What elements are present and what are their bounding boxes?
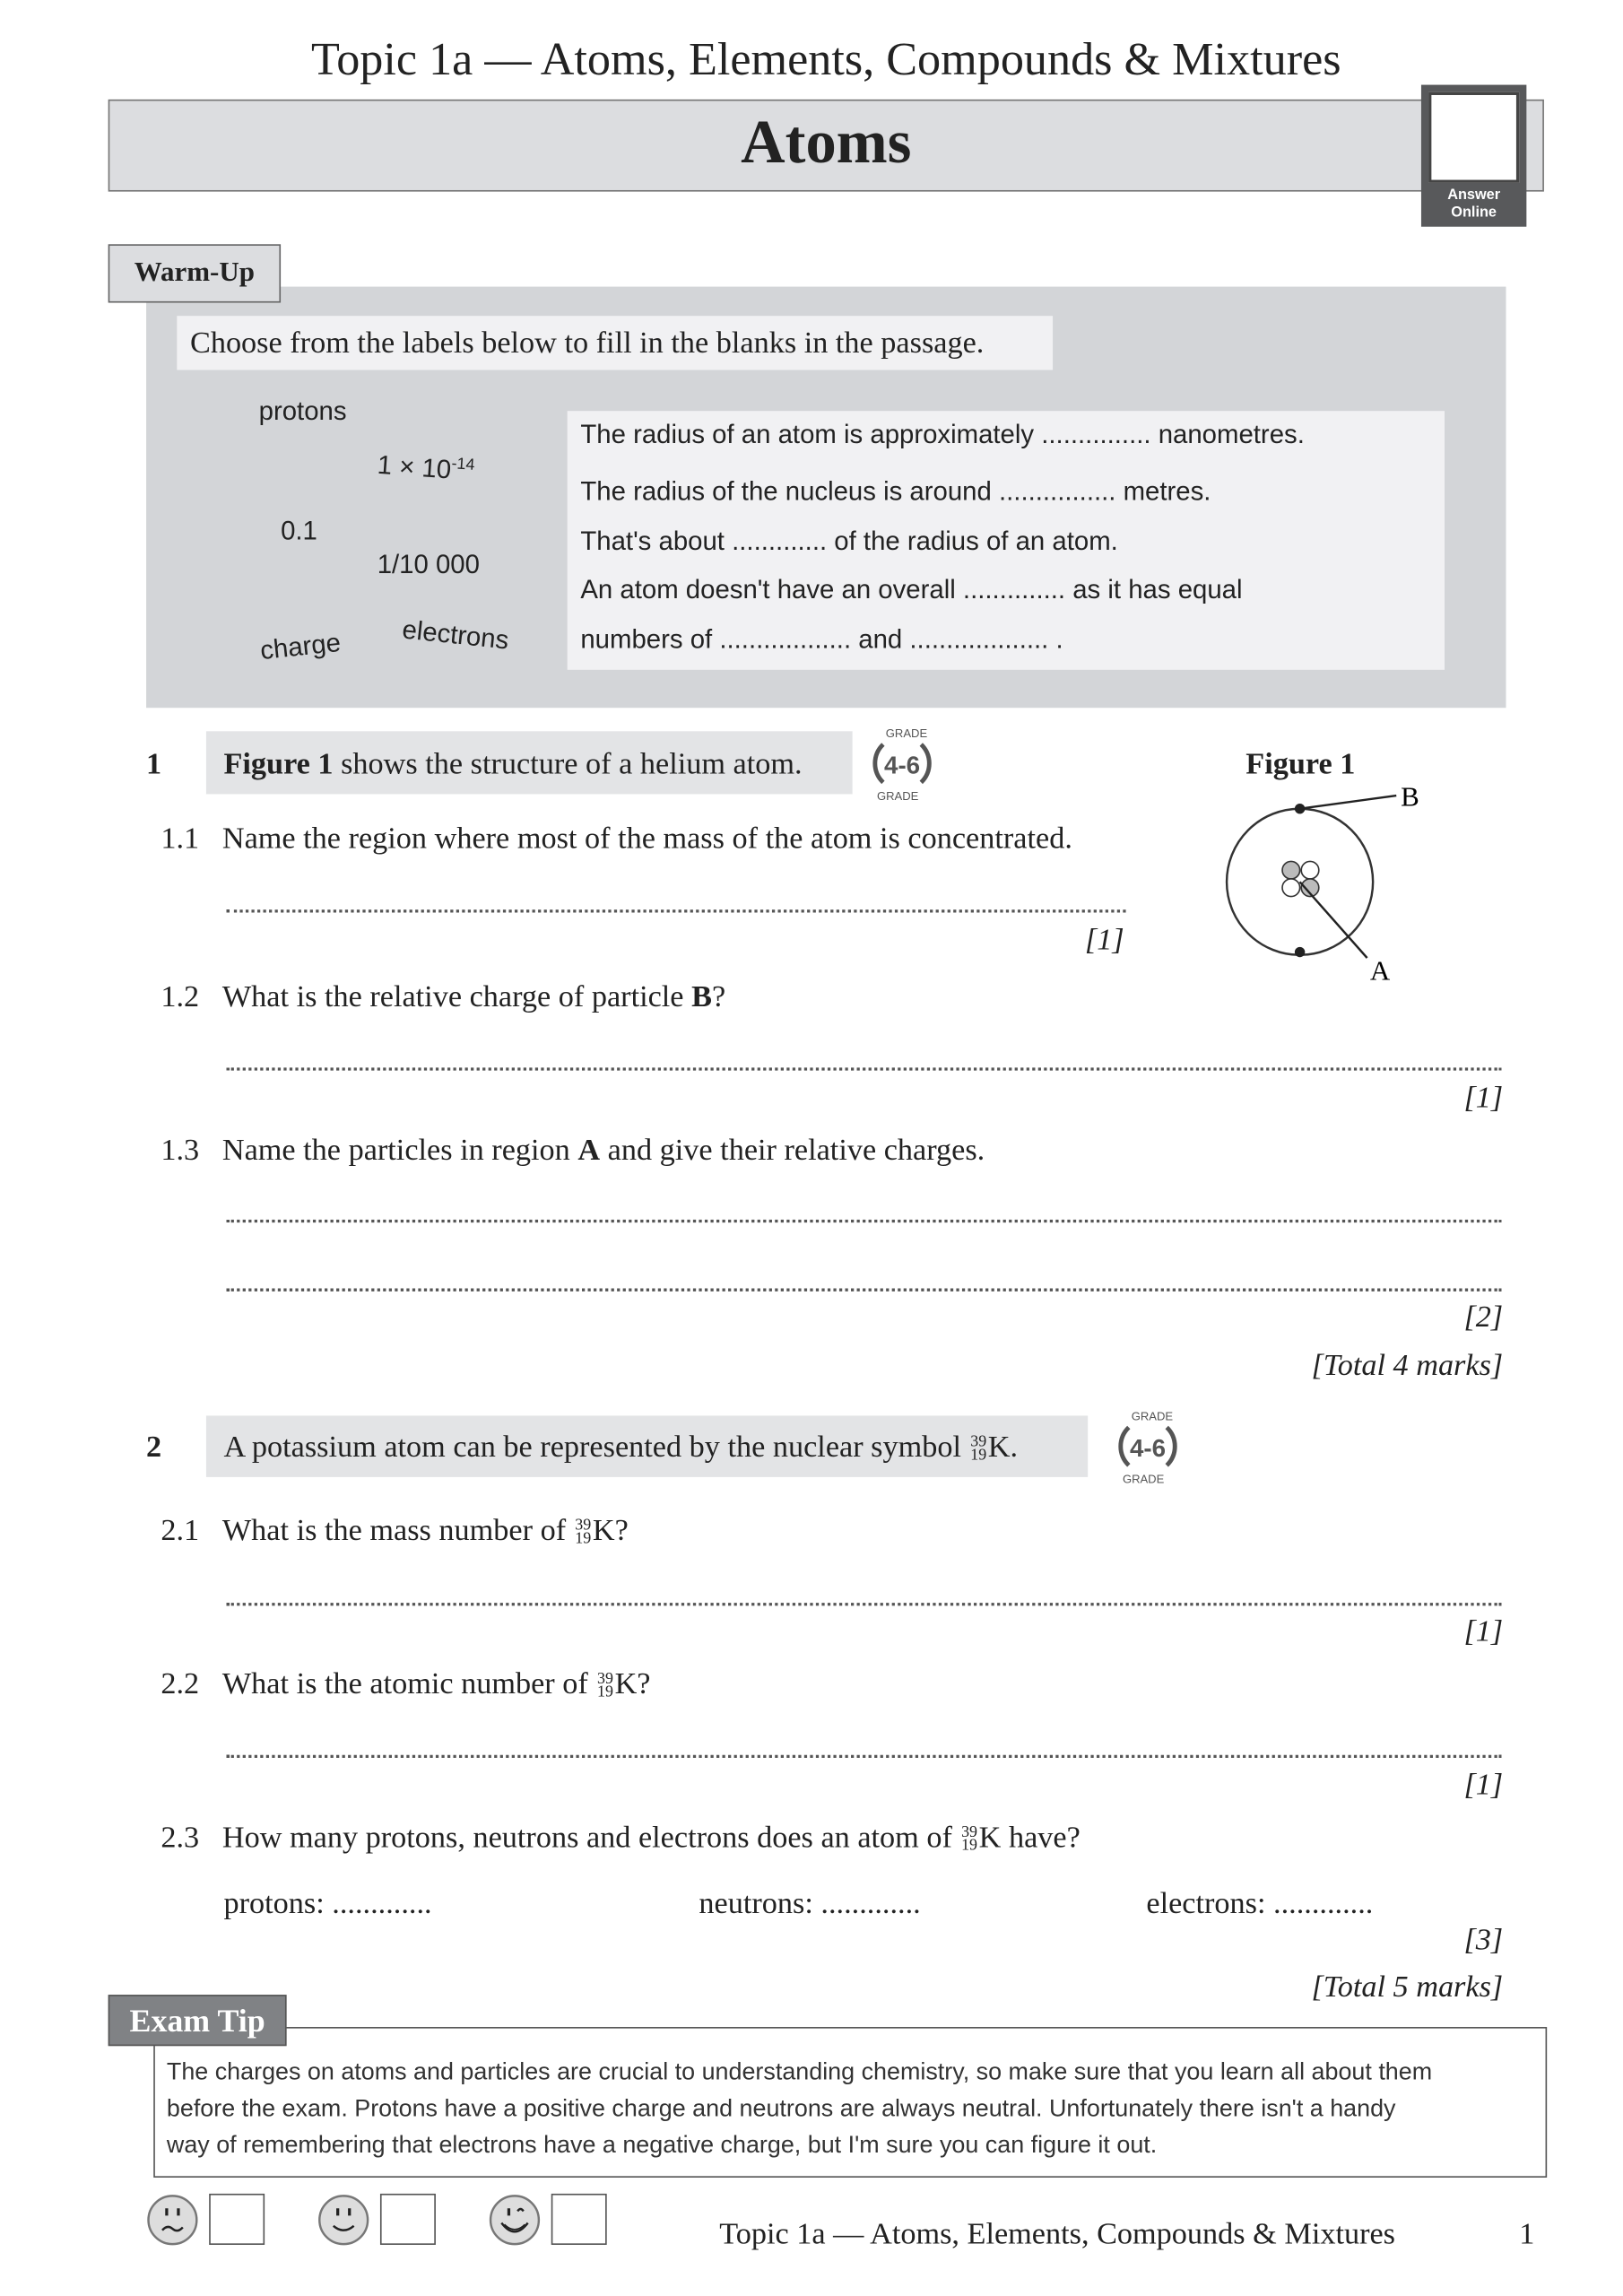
label-protons[interactable]: protons <box>258 396 347 426</box>
svg-text:4-6: 4-6 <box>1129 1434 1167 1463</box>
protons-answer[interactable]: protons: ............. <box>223 1884 432 1920</box>
marks-2-3: [3] <box>1463 1921 1504 1957</box>
question-1-number: 1 <box>146 745 162 781</box>
question-2-3: 2.3 How many protons, neutrons and electrons does an atom of 39 19 K have? <box>161 1819 1081 1855</box>
label-a: A <box>1369 954 1391 987</box>
question-1-intro: Figure 1 shows the structure of a helium atom. <box>223 745 803 781</box>
pointer-b <box>1300 796 1397 809</box>
answer-checkbox[interactable] <box>1428 92 1519 183</box>
marks-2-1: [1] <box>1463 1613 1504 1648</box>
question-2-intro: A potassium atom can be represented by the nuclear symbol 39 19 K. <box>223 1429 1019 1465</box>
question-2-1: 2.1 What is the mass number of 39 19 K? <box>161 1512 629 1548</box>
svg-text:4-6: 4-6 <box>884 751 921 779</box>
question-1-1: 1.1 Name the region where most of the mass of the atom is concentrated. <box>161 820 1072 856</box>
label-1-10000[interactable]: 1/10 000 <box>377 550 480 579</box>
passage-box <box>568 411 1445 670</box>
topic-header: Topic 1a — Atoms, Elements, Compounds & Mixtures <box>310 31 1341 85</box>
electron <box>1295 947 1305 957</box>
footer-topic: Topic 1a — Atoms, Elements, Compounds & Mixtures <box>719 2215 1396 2251</box>
passage-line: That's about ............. of the radius of an atom. <box>580 526 1118 556</box>
answer-label: Answer <box>1447 187 1501 204</box>
passage-line: numbers of .................. and ................... . <box>580 624 1063 654</box>
svg-text:GRADE: GRADE <box>1131 1409 1174 1423</box>
online-label: Online <box>1451 204 1497 222</box>
exam-tip-tab: Exam Tip <box>108 1995 287 2046</box>
question-1-3: 1.3 Name the particles in region A and give their relative charges. <box>161 1132 985 1168</box>
label-electrons[interactable]: electrons <box>401 614 510 656</box>
figure-1-title: Figure 1 <box>1245 745 1356 781</box>
passage-line: An atom doesn't have an overall .............. as it has equal <box>580 574 1243 604</box>
grade-badge-icon <box>863 724 942 803</box>
marks-1-2: [1] <box>1463 1079 1504 1115</box>
confidence-checkbox-low[interactable] <box>209 2194 265 2245</box>
answer-line-1-3b[interactable] <box>227 1289 1502 1292</box>
label-0-1[interactable]: 0.1 <box>281 516 317 546</box>
sad-face-icon[interactable] <box>146 2194 199 2247</box>
question-2-2: 2.2 What is the atomic number of 39 19 K? <box>161 1665 651 1701</box>
warmup-tab: Warm-Up <box>108 244 281 302</box>
answer-line-1-1[interactable] <box>227 909 1126 912</box>
label-b: B <box>1401 780 1419 813</box>
confidence-checkbox-high[interactable] <box>551 2194 607 2245</box>
answer-line-1-3a[interactable] <box>227 1220 1502 1222</box>
neutrons-answer[interactable]: neutrons: ............. <box>699 1884 921 1920</box>
helium-atom-diagram <box>1213 775 1433 995</box>
happy-face-icon[interactable] <box>489 2194 542 2247</box>
answer-line-2-2[interactable] <box>227 1755 1502 1758</box>
total-marks-q1: [Total 4 marks] <box>1311 1346 1504 1382</box>
marks-1-3: [2] <box>1463 1298 1504 1335</box>
page-title: Atoms <box>741 109 912 178</box>
passage-line: The radius of the nucleus is around ................ metres. <box>580 476 1211 507</box>
warmup-instruction: Choose from the labels below to fill in the blanks in the passage. <box>177 316 1053 370</box>
svg-text:GRADE: GRADE <box>885 726 928 740</box>
nucleon <box>1282 879 1300 897</box>
electrons-answer[interactable]: electrons: ............. <box>1146 1884 1374 1920</box>
question-2-number: 2 <box>146 1429 162 1465</box>
page-number: 1 <box>1519 2215 1535 2251</box>
marks-2-2: [1] <box>1463 1766 1504 1802</box>
exam-tip-text: The charges on atoms and particles are crucial to understanding chemistry, so make sure that you learn all about them before the exam. Protons have a positive charge and neutrons are always neutral. Unfortunately there isn't a handy way of remembering that electrons have a negative charge, but I'm sure you can figure it out. <box>166 2058 1433 2159</box>
marks-1-1: [1] <box>1084 921 1124 957</box>
nucleon <box>1282 861 1300 879</box>
answer-line-1-2[interactable] <box>227 1067 1502 1070</box>
total-marks-q2: [Total 5 marks] <box>1311 1968 1504 2004</box>
passage-line: The radius of an atom is approximately ............... nanometres. <box>580 419 1305 449</box>
grade-badge-icon <box>1108 1407 1187 1486</box>
confidence-checkbox-mid[interactable] <box>380 2194 436 2245</box>
svg-text:GRADE: GRADE <box>877 788 919 803</box>
answer-line-2-1[interactable] <box>227 1603 1502 1605</box>
nucleon <box>1301 861 1319 879</box>
answer-online-box[interactable] <box>1421 85 1526 227</box>
neutral-face-icon[interactable] <box>317 2194 370 2247</box>
label-charge[interactable]: charge <box>258 627 343 665</box>
label-1e-14[interactable]: $1 \times 10^{-14}$ <box>376 449 476 485</box>
question-1-2: 1.2 What is the relative charge of particle B? <box>161 978 726 1014</box>
svg-text:GRADE: GRADE <box>1122 1472 1165 1486</box>
